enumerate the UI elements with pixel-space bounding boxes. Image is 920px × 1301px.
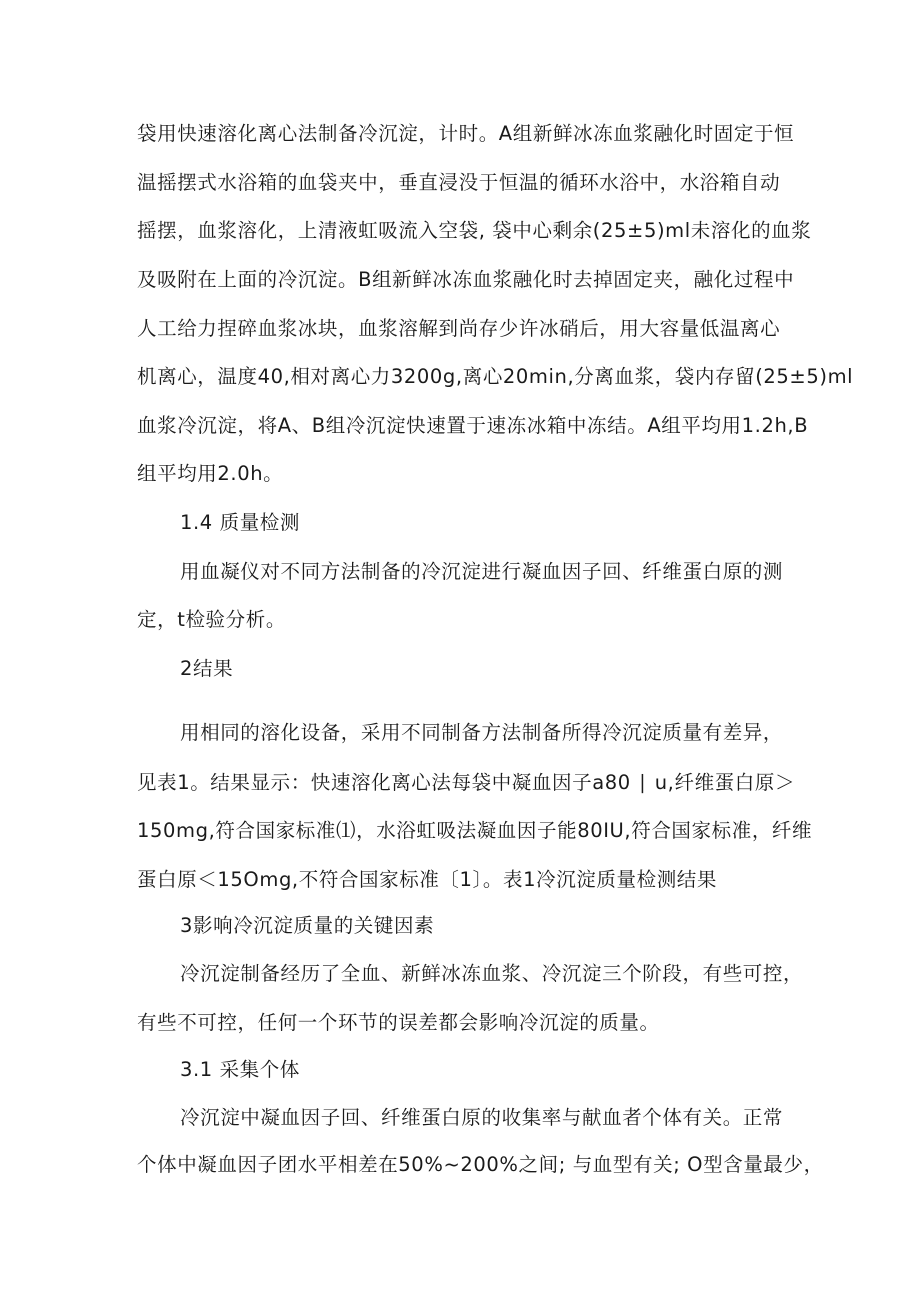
section-heading: 1.4 质量检测: [180, 511, 301, 534]
paragraph-line: 定，t检验分析。: [137, 608, 286, 631]
paragraph-line: 摇摆，血浆溶化，上清液虹吸流入空袋, 袋中心剩余(25±5)ml未溶化的血浆: [137, 219, 812, 242]
paragraph-line: 机离心，温度40,相对离心力3200g,离心20min,分离血浆，袋内存留(25±5)ml: [137, 365, 854, 388]
paragraph-line: 蛋白原＜15Omg,不符合国家标准〔1〕。表1冷沉淀质量检测结果: [137, 868, 717, 891]
section-heading: 3影响冷沉淀质量的关键因素: [180, 914, 435, 937]
paragraph-line: 冷沉淀制备经历了全血、新鲜冰冻血浆、冷沉淀三个阶段，有些可控，: [180, 962, 804, 985]
paragraph-line: 用血凝仪对不同方法制备的冷沉淀进行凝血因子回、纤维蛋白原的测: [180, 560, 784, 583]
paragraph-line: 及吸附在上面的冷沉淀。B组新鲜冰冻血浆融化时去掉固定夹，融化过程中: [137, 268, 795, 291]
paragraph-line: 150mg,符合国家标准⑴，水浴虹吸法凝血因子能80IU,符合国家标准，纤维: [137, 819, 813, 842]
paragraph-line: 见表1。结果显示：快速溶化离心法每袋中凝血因子a80 ∣ u,纤维蛋白原＞: [137, 771, 796, 794]
paragraph-line: 组平均用2.0h。: [137, 462, 284, 485]
paragraph-line: 袋用快速溶化离心法制备冷沉淀，计时。A组新鲜冰冻血浆融化时固定于恒: [137, 122, 795, 145]
paragraph-line: 冷沉淀中凝血因子回、纤维蛋白原的收集率与献血者个体有关。正常: [180, 1106, 784, 1129]
paragraph-line: 人工给力捏碎血浆冰块，血浆溶解到尚存少许冰硝后，用大容量低温离心: [137, 317, 781, 340]
paragraph-line: 血浆冷沉淀，将A、B组冷沉淀快速置于速冻冰箱中冻结。A组平均用1.2h,B: [137, 414, 809, 437]
paragraph-line: 有些不可控，任何一个环节的误差都会影响冷沉淀的质量。: [137, 1011, 660, 1034]
paragraph-line: 个体中凝血因子团水平相差在50%~200%之间; 与血型有关; O型含量最少，: [137, 1153, 824, 1176]
section-heading: 3.1 采集个体: [180, 1058, 301, 1081]
paragraph-line: 温摇摆式水浴箱的血袋夹中，垂直浸没于恒温的循环水浴中，水浴箱自动: [137, 171, 781, 194]
paragraph-line: 用相同的溶化设备，采用不同制备方法制备所得冷沉淀质量有差异，: [180, 721, 784, 744]
section-heading: 2结果: [180, 657, 234, 680]
